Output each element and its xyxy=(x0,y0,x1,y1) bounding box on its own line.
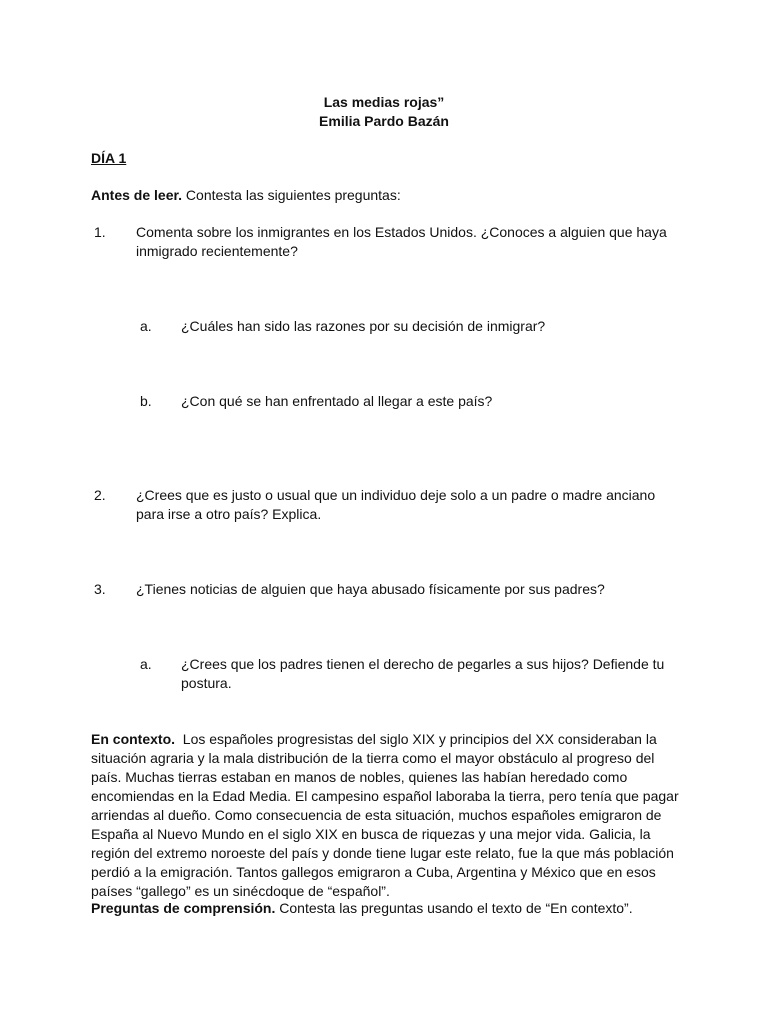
subquestion-letter: a. xyxy=(140,318,152,334)
day-heading: DÍA 1 xyxy=(91,150,127,166)
context-label: En contexto. xyxy=(91,731,176,747)
question-number: 2. xyxy=(94,487,106,503)
before-reading-section xyxy=(91,186,401,205)
subquestion-text: ¿Cuáles han sido las razones por su decisión de inmigrar? xyxy=(181,318,546,334)
context-paragraph xyxy=(91,730,681,901)
subquestion-letter: b. xyxy=(140,393,152,409)
story-author: Emilia Pardo Bazán xyxy=(319,113,449,129)
before-reading-label: Antes de leer. xyxy=(91,187,183,203)
comprehension-instruction: Contesta las preguntas usando el texto de “En contexto”. xyxy=(275,900,633,916)
question-text: ¿Tienes noticias de alguien que haya abusado físicamente por sus padres? xyxy=(136,581,605,597)
before-reading-instruction: Contesta las siguientes preguntas: xyxy=(182,187,401,203)
question-number: 1. xyxy=(94,224,106,240)
subquestion-text: ¿Crees que los padres tienen el derecho de pegarles a sus hijos? Defiende tu postura. xyxy=(181,656,665,691)
question-number: 3. xyxy=(94,581,106,597)
subquestion-text: ¿Con qué se han enfrentado al llegar a este país? xyxy=(181,393,493,409)
comprehension-section xyxy=(91,899,681,918)
comprehension-label: Preguntas de comprensión. xyxy=(91,900,276,916)
question-text: ¿Crees que es justo o usual que un individuo deje solo a un padre o madre anciano para irse a otro país? Explica. xyxy=(136,487,656,522)
story-title: Las medias rojas” xyxy=(323,94,445,110)
context-text: Los españoles progresistas del siglo XIX y principios del XX consideraban la situación agraria y la mala distribución de la tierra como el mayor obstáculo al progreso del país. Muchas tierras estaban en manos de nobles, quienes las habían heredado como encomiendas en la Edad Media. El campesino español laboraba la tierra, pero tenía que pagar arriendas al dueño. Como consecuencia de esta situación, muchos españoles emigraron de España al Nuevo Mundo en el siglo XIX en busca de riquezas y una mejor vida. Galicia, la región del extremo noroeste del país y donde tiene lugar este relato, fue la que más población perdió a la emigración. Tantos gallegos emigraron a Cuba, Argentina y México que en esos países “gallego” es un sinécdoque de “español”. xyxy=(91,731,683,899)
question-text: Comenta sobre los inmigrantes en los Estados Unidos. ¿Conoces a alguien que haya inmigrado recientemente? xyxy=(136,224,667,259)
subquestion-letter: a. xyxy=(140,656,152,672)
